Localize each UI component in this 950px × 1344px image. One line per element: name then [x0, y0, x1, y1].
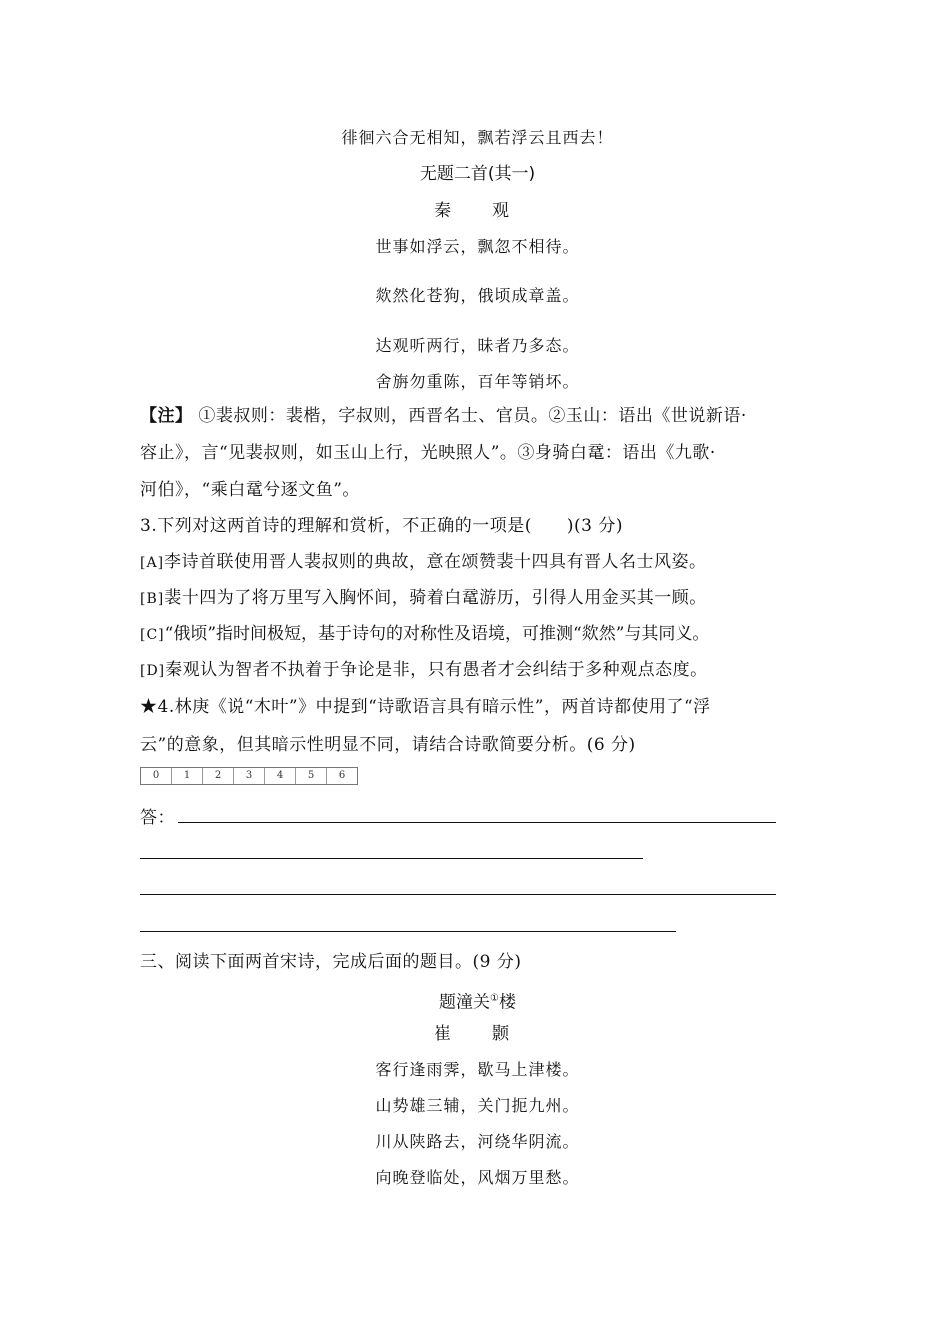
score-cell[interactable]: 0 — [141, 768, 172, 784]
poem-title: 无题二首(其一) — [419, 164, 536, 184]
answer-line[interactable] — [140, 931, 676, 932]
option-label: [C] — [140, 627, 165, 643]
option-text: 裴十四为了将万里写入胸怀间，骑着白鼋游历，引得人用金买其一顾。 — [164, 588, 707, 608]
option-b[interactable] — [140, 586, 815, 611]
question-4-stem: ★4.林庚《说“木叶”》中提到“诗歌语言具有暗示性”，两首诗都使用了“浮 — [140, 697, 711, 717]
question-3-stem: 3.下列对这两首诗的理解和赏析，不正确的一项是( )(3 分) — [140, 516, 623, 536]
score-cell[interactable]: 3 — [234, 768, 265, 784]
section-heading: 三、阅读下面两首宋诗，完成后面的题目。(9 分) — [140, 952, 522, 972]
option-a[interactable] — [140, 550, 815, 575]
answer-line[interactable] — [140, 894, 776, 895]
poem-title: 题潼关①楼 — [439, 992, 516, 1013]
poem-line: 川从陕路去，河绕华阴流。 — [375, 1132, 580, 1151]
question-4-stem: 云”的意象，但其暗示性明显不同，请结合诗歌简要分析。(6 分) — [140, 735, 636, 755]
score-cell[interactable]: 5 — [296, 768, 327, 784]
poem-line: 达观听两行，昧者乃多态。 — [375, 336, 580, 355]
option-label: [D] — [140, 663, 166, 679]
option-d[interactable] — [140, 658, 815, 683]
poem-line: 客行逢雨霁，歇马上津楼。 — [375, 1060, 580, 1079]
answer-line[interactable] — [140, 858, 643, 859]
option-label: [A] — [140, 555, 165, 571]
poem-line: 山势雄三辅，关门扼九州。 — [375, 1096, 580, 1115]
score-cell[interactable]: 2 — [203, 768, 234, 784]
option-label: [B] — [140, 591, 165, 607]
poem-line: 舍旃勿重陈，百年等销坏。 — [375, 372, 580, 391]
poem-line: 徘徊六合无相知，飘若浮云且西去！ — [341, 128, 614, 147]
footnote-marker: ① — [490, 993, 499, 1004]
score-cell[interactable]: 1 — [172, 768, 203, 784]
poem-line: 世事如浮云，飘忽不相待。 — [375, 237, 580, 256]
poem-line: 欻然化苍狗，俄顷成章盖。 — [375, 286, 580, 305]
score-cell[interactable]: 4 — [265, 768, 296, 784]
score-cell[interactable]: 6 — [338, 770, 346, 781]
poem-author: 秦 观 — [434, 201, 521, 221]
note-heading: 【注】 — [140, 406, 193, 426]
option-text: 李诗首联使用晋人裴叔则的典故，意在颂赞裴十四具有晋人名士风姿。 — [164, 552, 707, 572]
poem-author: 崔 颢 — [434, 1024, 521, 1044]
note-line: 容止》，言“见裴叔则，如玉山上行，光映照人”。③身骑白鼋：语出《九歌· — [140, 443, 716, 463]
answer-line[interactable] — [178, 822, 776, 823]
option-c[interactable] — [140, 622, 815, 647]
note-line — [140, 404, 815, 428]
note-text: ①裴叔则：裴楷，字叔则，西晋名士、官员。②玉山：语出《世说新语· — [198, 406, 747, 426]
poem-line: 向晚登临处，风烟万里愁。 — [375, 1168, 580, 1187]
answer-label: 答： — [140, 808, 175, 828]
option-text: 秦观认为智者不执着于争论是非，只有愚者才会纠结于多种观点态度。 — [165, 660, 708, 680]
score-box — [140, 767, 358, 785]
note-line: 河伯》，“乘白鼋兮逐文鱼”。 — [140, 480, 360, 500]
option-text: “俄顷”指时间极短，基于诗句的对称性及语境，可推测“欻然”与其同义。 — [164, 624, 710, 644]
